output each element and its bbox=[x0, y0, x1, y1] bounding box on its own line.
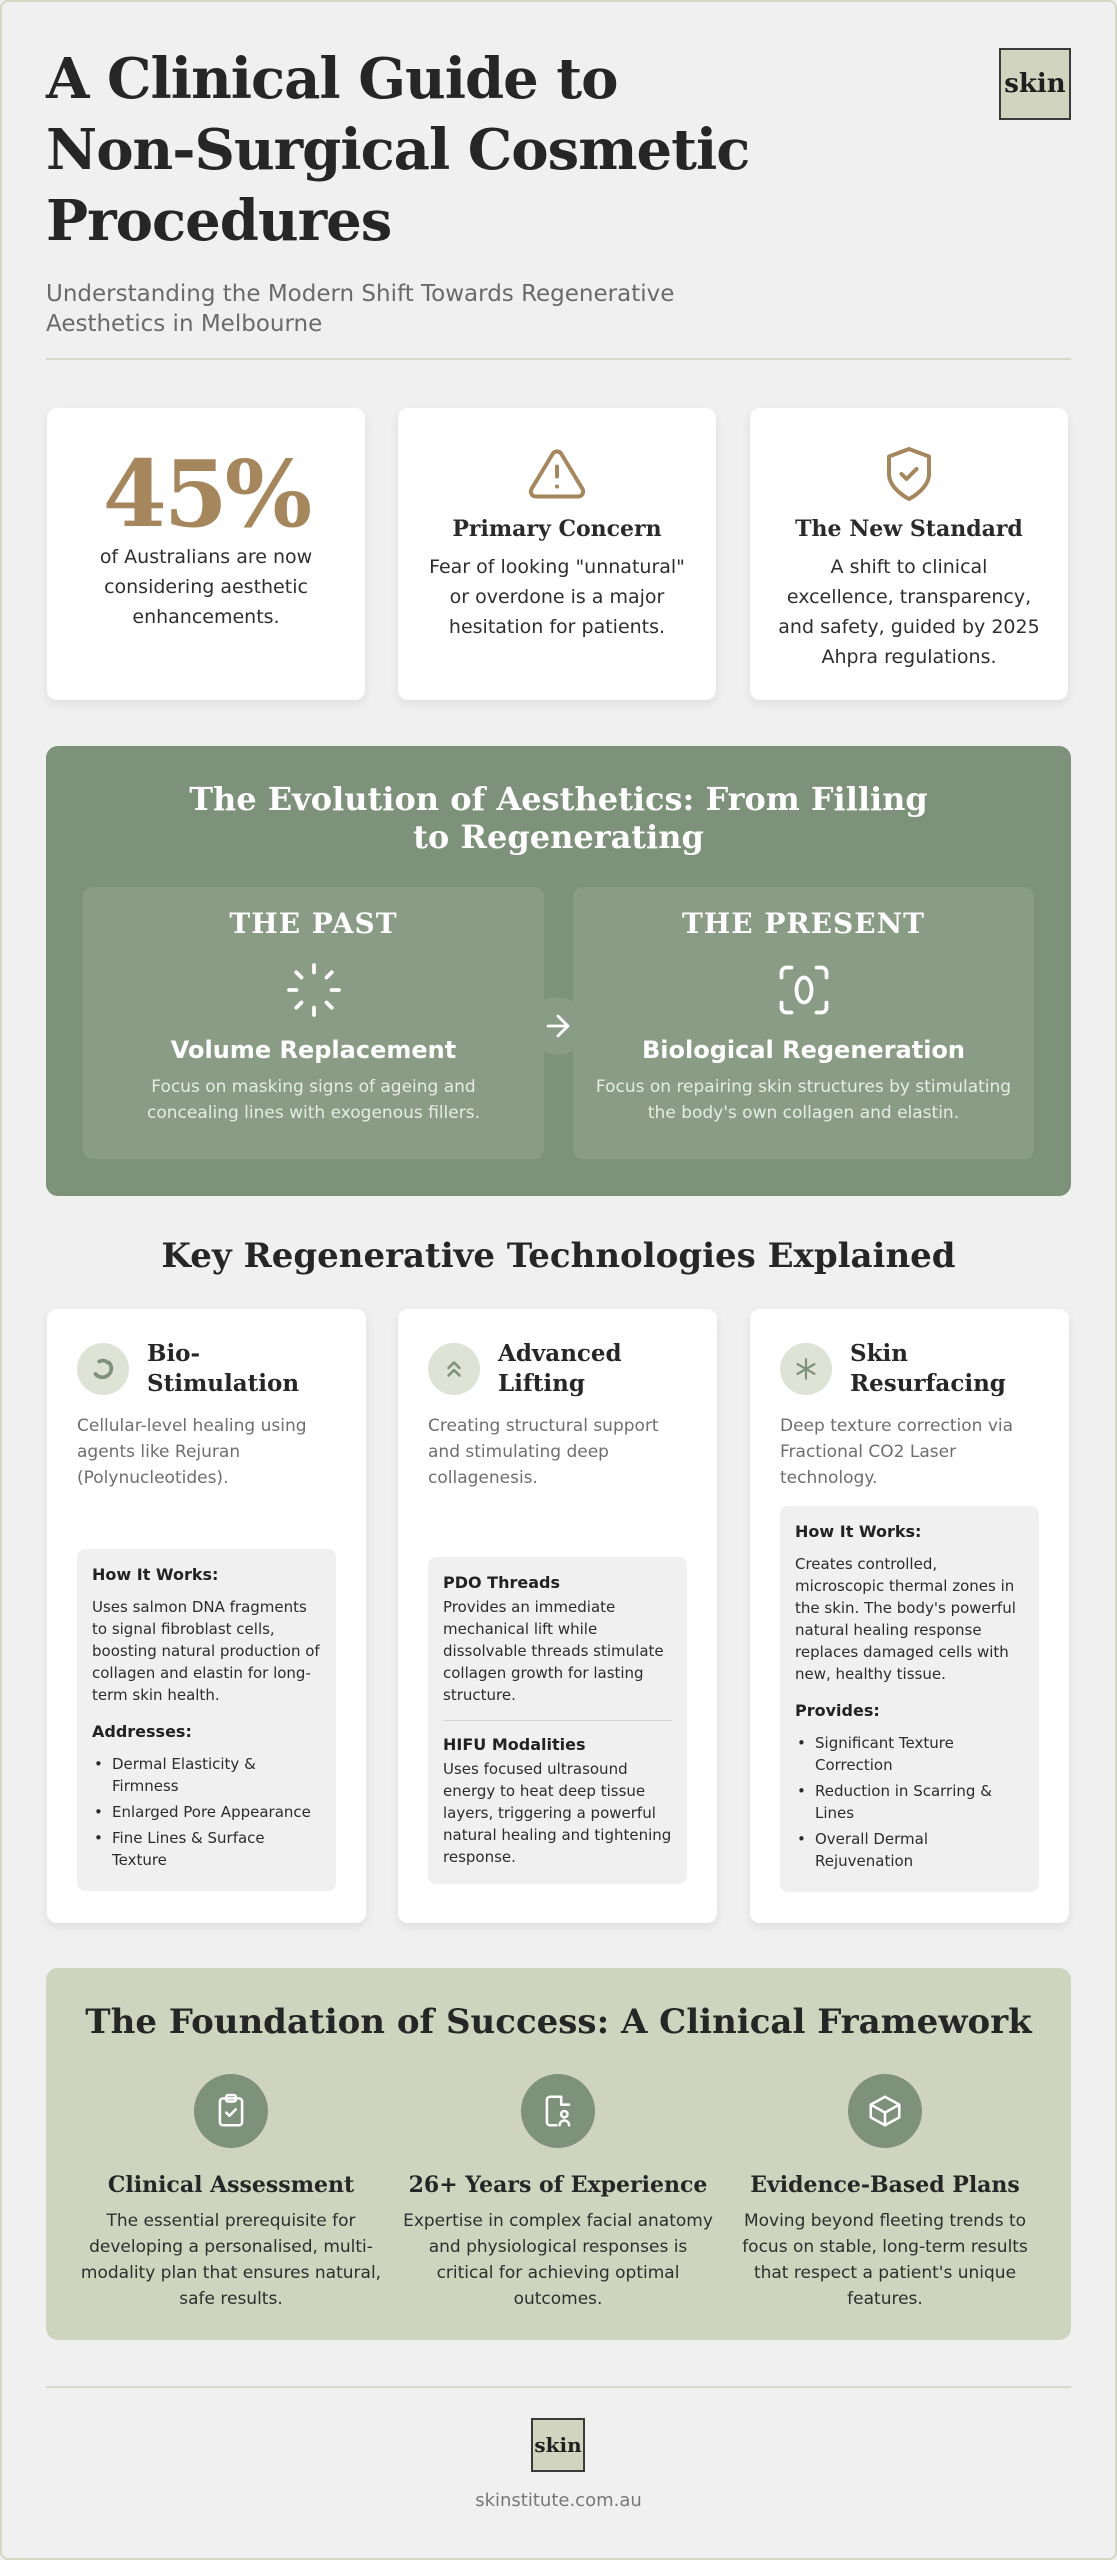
clipboard-check-icon bbox=[194, 2074, 268, 2148]
stat-text: A shift to clinical excellence, transparency, and safety, guided by 2025 Ahpra regulations. bbox=[778, 556, 1040, 668]
how-it-works-text: Creates controlled, microscopic thermal zones in the skin. The body's powerful natural healing response replaces damaged cells with new, healthy tissue. bbox=[795, 1555, 1016, 1683]
era-desc: Focus on masking signs of ageing and concealing lines with exogenous fillers. bbox=[147, 1077, 480, 1123]
tech-details-box bbox=[780, 1506, 1039, 1892]
era-present-card bbox=[573, 887, 1034, 1159]
footer-logo[interactable]: skin bbox=[531, 2418, 585, 2472]
stat-card-title: Primary Concern bbox=[452, 516, 662, 542]
stat-card-primary-concern bbox=[398, 408, 716, 700]
provides-heading: Provides: bbox=[795, 1701, 880, 1720]
box-icon bbox=[848, 2074, 922, 2148]
tech-card-bio-stimulation bbox=[47, 1309, 366, 1923]
evolution-title: The Evolution of Aesthetics: From Filling to Regenerating bbox=[189, 780, 928, 856]
tech-desc: Creating structural support and stimulating deep collagenesis. bbox=[428, 1416, 659, 1488]
pdo-threads-text: Provides an immediate mechanical lift while dissolvable threads stimulate collagen growth for lasting structure. bbox=[443, 1598, 664, 1704]
evolution-section bbox=[46, 746, 1071, 1196]
dna-swirl-icon bbox=[77, 1343, 129, 1395]
hifu-heading: HIFU Modalities bbox=[443, 1735, 586, 1754]
era-label: THE PAST bbox=[229, 907, 398, 940]
pillar-text: Moving beyond fleeting trends to focus on stable, long-term results that respect a patient's unique features. bbox=[742, 2211, 1028, 2309]
tech-details-box bbox=[77, 1549, 336, 1891]
stat-card-percentage bbox=[47, 408, 365, 700]
list-item: • Reduction in Scarring & Lines bbox=[795, 1780, 1024, 1824]
tech-card-skin-resurfacing bbox=[750, 1309, 1069, 1923]
pillar-experience bbox=[403, 2074, 713, 2312]
how-it-works-text: Uses salmon DNA fragments to signal fibroblast cells, boosting natural production of collagen and elastin for long-term skin health. bbox=[92, 1598, 320, 1704]
document-user-icon bbox=[521, 2074, 595, 2148]
stat-text: Fear of looking "unnatural" or overdone is a major hesitation for patients. bbox=[429, 556, 685, 638]
asterisk-icon bbox=[780, 1343, 832, 1395]
pillar-text: Expertise in complex facial anatomy and physiological responses is critical for achieving optimal outcomes. bbox=[403, 2211, 713, 2309]
foundation-title: The Foundation of Success: A Clinical Framework bbox=[85, 2002, 1032, 2042]
addresses-heading: Addresses: bbox=[92, 1722, 192, 1741]
tech-name: Bio-Stimulation bbox=[147, 1340, 300, 1397]
shield-check-icon bbox=[879, 444, 939, 504]
pillar-title: Clinical Assessment bbox=[107, 2172, 355, 2198]
pillar-clinical-assessment bbox=[76, 2074, 386, 2312]
pillar-evidence-based bbox=[730, 2074, 1040, 2312]
pillar-text: The essential prerequisite for developing a personalised, multi-modality plan that ensures natural, safe results. bbox=[80, 2211, 382, 2309]
page-subtitle: Understanding the Modern Shift Towards Regenerative Aesthetics in Melbourne bbox=[46, 281, 675, 337]
tech-details-box bbox=[428, 1557, 687, 1884]
header-divider bbox=[46, 358, 1071, 360]
footer-url-link[interactable]: skinstitute.com.au bbox=[475, 2490, 642, 2511]
era-name: Biological Regeneration bbox=[641, 1036, 965, 1064]
footer-divider bbox=[46, 2386, 1071, 2388]
foundation-section bbox=[46, 1968, 1071, 2340]
how-it-works-heading: How It Works: bbox=[795, 1522, 922, 1541]
stat-card-new-standard bbox=[750, 408, 1068, 700]
list-item: • Dermal Elasticity & Firmness bbox=[92, 1753, 321, 1797]
era-label: THE PRESENT bbox=[681, 907, 926, 940]
pillar-title: Evidence-Based Plans bbox=[750, 2172, 1020, 2198]
chevrons-up-icon bbox=[428, 1343, 480, 1395]
tech-desc: Cellular-level healing using agents like Rejuran (Polynucleotides). bbox=[77, 1416, 307, 1488]
stat-card-title: The New Standard bbox=[795, 516, 1023, 542]
tech-name: Advanced Lifting bbox=[498, 1340, 622, 1397]
stat-value: 45% bbox=[102, 440, 310, 548]
addresses-list bbox=[92, 1753, 321, 1871]
list-item: • Overall Dermal Rejuvenation bbox=[795, 1828, 1024, 1872]
tech-name: Skin Resurfacing bbox=[850, 1340, 1006, 1397]
page-title: A Clinical Guide to Non-Surgical Cosmetic Procedures bbox=[46, 46, 750, 254]
warning-triangle-icon bbox=[527, 444, 587, 504]
era-desc: Focus on repairing skin structures by stimulating the body's own collagen and elastin. bbox=[595, 1077, 1012, 1123]
box-divider bbox=[443, 1720, 672, 1721]
technologies-title: Key Regenerative Technologies Explained bbox=[161, 1236, 956, 1276]
tech-card-advanced-lifting bbox=[398, 1309, 717, 1923]
header bbox=[46, 44, 1071, 339]
pillar-title: 26+ Years of Experience bbox=[408, 2172, 708, 2198]
stat-text: of Australians are now considering aesthetic enhancements. bbox=[99, 546, 313, 628]
scan-icon bbox=[774, 960, 834, 1020]
hifu-text: Uses focused ultrasound energy to heat deep tissue layers, triggering a powerful natural healing and tightening response. bbox=[443, 1760, 672, 1866]
loader-icon bbox=[284, 960, 344, 1020]
list-item: • Significant Texture Correction bbox=[795, 1732, 1024, 1776]
pdo-threads-heading: PDO Threads bbox=[443, 1573, 560, 1592]
tech-desc: Deep texture correction via Fractional CO2 Laser technology. bbox=[780, 1416, 1014, 1488]
brand-logo[interactable]: skin bbox=[999, 48, 1071, 120]
list-item: • Fine Lines & Surface Texture bbox=[92, 1827, 321, 1871]
provides-list bbox=[795, 1732, 1024, 1872]
era-name: Volume Replacement bbox=[170, 1036, 457, 1064]
era-past-card bbox=[83, 887, 544, 1159]
how-it-works-heading: How It Works: bbox=[92, 1565, 219, 1584]
list-item: • Enlarged Pore Appearance bbox=[92, 1801, 321, 1823]
